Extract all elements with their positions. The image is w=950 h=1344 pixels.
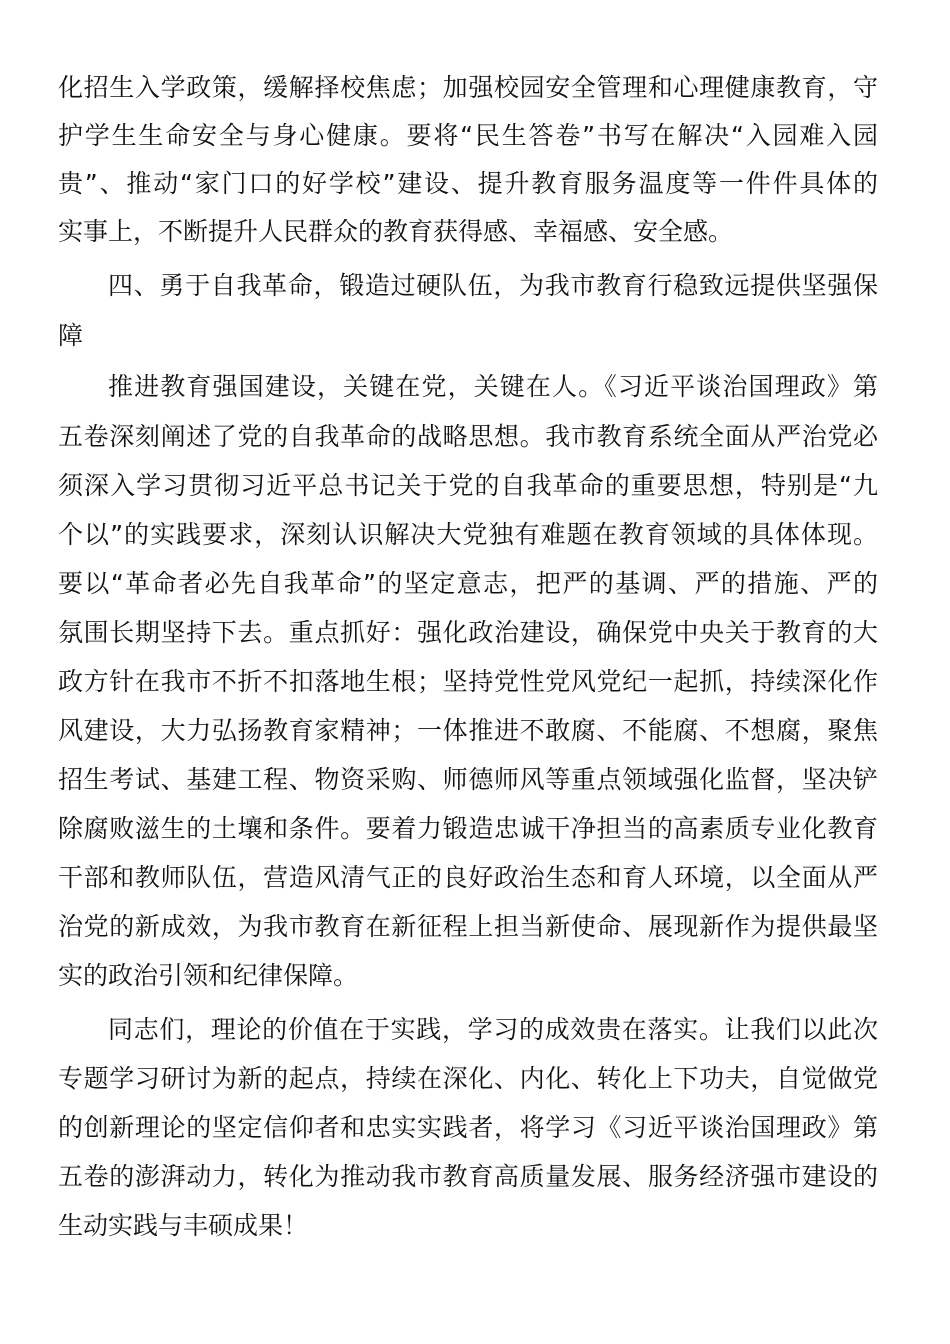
text-line: 专题学习研讨为新的起点，持续在深化、内化、转化上下功夫，自觉做党: [58, 1064, 878, 1093]
heading-line: 四、勇于自我革命，锻造过硬队伍，为我市教育行稳致远提供坚强保: [108, 271, 878, 300]
text-line: 化招生入学政策，缓解择校焦虑；加强校园安全管理和心理健康教育，守: [58, 73, 878, 102]
text-line: 五卷的澎湃动力，转化为推动我市教育高质量发展、服务经济强市建设的: [58, 1162, 878, 1191]
text-line: 除腐败滋生的土壤和条件。要着力锻造忠诚干净担当的高素质专业化教育: [58, 814, 878, 843]
text-line: 的创新理论的坚定信仰者和忠实实践者，将学习《习近平谈治国理政》第: [58, 1113, 878, 1142]
text-line: 实的政治引领和纪律保障。: [58, 961, 359, 990]
text-line: 五卷深刻阐述了党的自我革命的战略思想。我市教育系统全面从严治党必: [58, 422, 878, 451]
text-line: 护学生生命安全与身心健康。要将“民生答卷”书写在解决“入园难入园: [58, 121, 878, 150]
text-line: 推进教育强国建设，关键在党，关键在人。《习近平谈治国理政》第: [108, 372, 878, 401]
text-line: 要以“革命者必先自我革命”的坚定意志，把严的基调、严的措施、严的: [58, 569, 878, 598]
text-line: 个以”的实践要求，深刻认识解决大党独有难题在教育领域的具体体现。: [58, 520, 878, 549]
text-line: 政方针在我市不折不扣落地生根；坚持党性党风党纪一起抓，持续深化作: [58, 667, 878, 696]
text-line: 生动实践与丰硕成果！: [58, 1211, 309, 1240]
text-line: 贵”、推动“家门口的好学校”建设、提升教育服务温度等一件件具体的: [58, 169, 878, 198]
text-line: 招生考试、基建工程、物资采购、师德师风等重点领域强化监督，坚决铲: [58, 765, 878, 794]
text-line: 干部和教师队伍，营造风清气正的良好政治生态和育人环境，以全面从严: [58, 863, 878, 892]
text-line: 风建设，大力弘扬教育家精神；一体推进不敢腐、不能腐、不想腐，聚焦: [58, 716, 878, 745]
text-line: 同志们，理论的价值在于实践，学习的成效贵在落实。让我们以此次: [108, 1015, 878, 1044]
text-line: 治党的新成效，为我市教育在新征程上担当新使命、展现新作为提供最坚: [58, 912, 878, 941]
text-line: 氛围长期坚持下去。重点抓好：强化政治建设，确保党中央关于教育的大: [58, 618, 878, 647]
text-line: 须深入学习贯彻习近平总书记关于党的自我革命的重要思想，特别是“九: [58, 471, 878, 500]
heading-line: 障: [58, 321, 84, 350]
text-line: 实事上，不断提升人民群众的教育获得感、幸福感、安全感。: [58, 217, 734, 246]
